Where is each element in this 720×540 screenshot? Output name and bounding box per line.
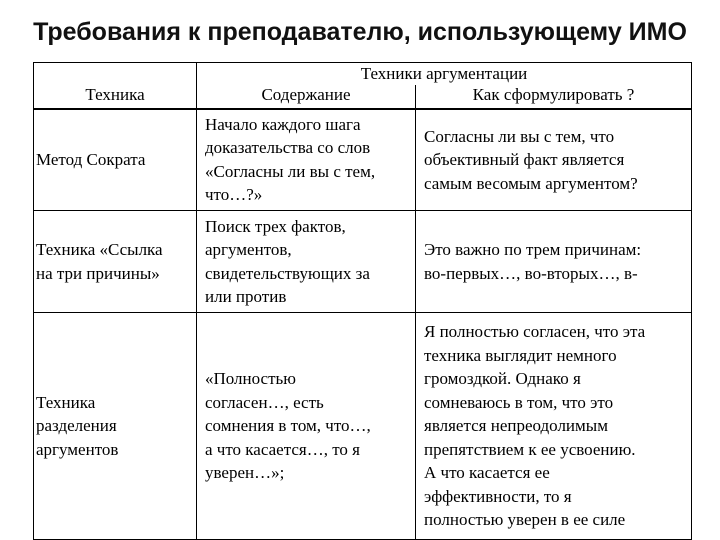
how-cell [416, 211, 692, 313]
table-row [34, 109, 692, 211]
argumentation-table [33, 62, 692, 540]
technique-text: Техника «Ссылка на три причины» [36, 240, 163, 283]
how-text: Я полностью согласен, что эта техника выглядит немного громоздкой. Однако я сомневаюсь в том, что это является непреодолимым препятствием к ее усвоению. А что касается ее эффективности, то я полностью уверен в ее силе [424, 322, 646, 530]
content-cell [197, 313, 416, 540]
header-row-1 [34, 63, 692, 85]
header-content [197, 85, 416, 109]
technique-text: Техника разделения аргументов [36, 392, 119, 459]
content-cell [197, 211, 416, 313]
content-text: Поиск трех фактов, аргументов, свидетельствующих за или против [205, 216, 370, 306]
content-cell [197, 109, 416, 211]
how-text: Согласны ли вы с тем, что объективный факт является самым весомым аргументом? [424, 126, 638, 193]
how-cell [416, 109, 692, 211]
header-how [416, 85, 692, 109]
technique-cell [34, 313, 197, 540]
slide-title: Требования к преподавателю, использующему ИМО [33, 18, 687, 46]
header-how-label: Как сформулировать ? [472, 85, 635, 104]
table-row [34, 211, 692, 313]
header-group: Техники аргументации [197, 63, 692, 85]
content-text: Начало каждого шага доказательства со слов «Согласны ли вы с тем, что…?» [205, 114, 376, 205]
technique-text: Метод Сократа [36, 150, 146, 169]
technique-cell [34, 211, 197, 313]
table-row [34, 313, 692, 540]
header-content-label: Содержание [261, 85, 351, 104]
technique-cell [34, 109, 197, 211]
how-cell [416, 313, 692, 540]
header-technique: Техника [34, 63, 197, 109]
content-text: «Полностью согласен…, есть сомнения в том, что…, а что касается…, то я уверен…»; [205, 369, 371, 483]
how-text: Это важно по трем причинам: во-первых…, во-вторых…, в- [424, 240, 642, 283]
